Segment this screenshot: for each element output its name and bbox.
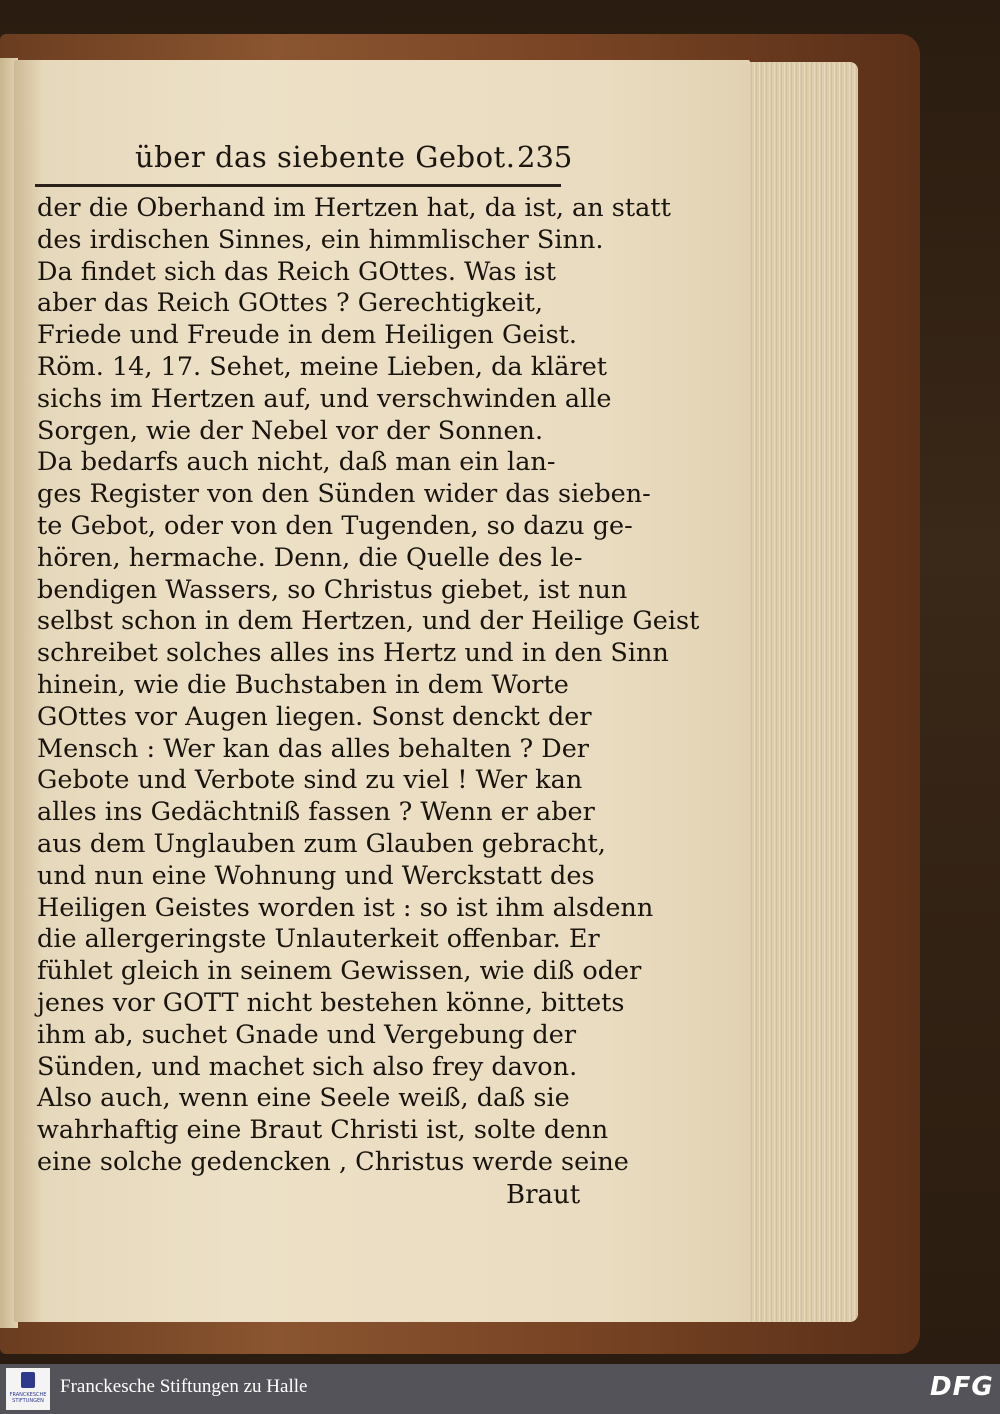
logo-text: FRANCKESCHE STIFTUNGEN	[9, 1392, 47, 1404]
text-line: Sünden, und machet sich also frey davon.	[37, 1051, 578, 1082]
text-line: Da findet sich das Reich GOttes. Was ist	[37, 256, 557, 287]
text-line: Gebote und Verbote sind zu viel ! Wer kan	[37, 765, 583, 796]
text-line: eine solche gedencken , Christus werde seine	[37, 1147, 629, 1177]
text-line: Sorgen, wie der Nebel vor der Sonnen.	[37, 415, 544, 446]
text-line: Heiligen Geistes worden ist : so ist ihm alsdenn	[37, 892, 654, 923]
text-line: hinein, wie die Buchstaben in dem Worte	[37, 670, 569, 700]
text-line: aber das Reich GOttes ? Gerechtigkeit,	[37, 288, 543, 319]
text-line: wahrhaftig eine Braut Christi ist, solte denn	[37, 1115, 609, 1146]
header-rule	[35, 184, 561, 187]
text-line: Also auch, wenn eine Seele weiß, daß sie	[37, 1083, 570, 1114]
page-number: 235	[517, 140, 573, 174]
logo-emblem-icon	[21, 1372, 35, 1388]
footer-bar	[0, 1364, 1000, 1414]
text-line: schreibet solches alles ins Hertz und in den Sinn	[37, 638, 669, 669]
text-line: sichs im Hertzen auf, und verschwinden alle	[37, 383, 612, 414]
institution-logo[interactable]	[6, 1368, 50, 1410]
text-line: des irdischen Sinnes, ein himmlischer Sinn.	[37, 224, 604, 255]
running-header	[135, 140, 575, 180]
text-line: ihm ab, suchet Gnade und Vergebung der	[37, 1019, 577, 1050]
footer-institution-link[interactable]: Franckesche Stiftungen zu Halle	[60, 1376, 308, 1397]
text-line: Mensch : Wer kan das alles behalten ? Der	[37, 733, 589, 764]
text-line: te Gebot, oder von den Tugenden, so dazu ge-	[37, 511, 633, 541]
text-line: ges Register von den Sünden wider das sieben-	[37, 479, 651, 510]
text-line: Friede und Freude in dem Heiligen Geist.	[37, 320, 578, 351]
text-line: alles ins Gedächtniß fassen ? Wenn er aber	[37, 797, 595, 828]
text-line: die allergeringste Unlauterkeit offenbar. Er	[37, 924, 600, 955]
book-page	[14, 60, 750, 1322]
dfg-logo[interactable]: DFG	[930, 1372, 994, 1402]
running-title: über das siebente Gebot.	[135, 140, 516, 174]
text-line: Da bedarfs auch nicht, daß man ein lan-	[37, 447, 556, 478]
catchword: Braut	[506, 1180, 581, 1210]
text-line: bendigen Wassers, so Christus giebet, ist nun	[37, 574, 628, 605]
text-line: hören, hermache. Denn, die Quelle des le-	[37, 542, 583, 573]
text-line: fühlet gleich in seinem Gewissen, wie diß oder	[37, 956, 642, 987]
text-line: GOttes vor Augen liegen. Sonst denckt der	[37, 701, 592, 732]
page-edges	[748, 62, 858, 1322]
text-line: selbst schon in dem Hertzen, und der Heilige Geist	[37, 606, 700, 637]
text-line: jenes vor GOTT nicht bestehen könne, bittets	[37, 988, 625, 1018]
text-line: und nun eine Wohnung und Werckstatt des	[37, 860, 595, 891]
text-line: der die Oberhand im Hertzen hat, da ist, an statt	[37, 193, 671, 223]
text-line: aus dem Unglauben zum Glauben gebracht,	[37, 829, 606, 859]
text-line: Röm. 14, 17. Sehet, meine Lieben, da kläret	[37, 352, 608, 382]
